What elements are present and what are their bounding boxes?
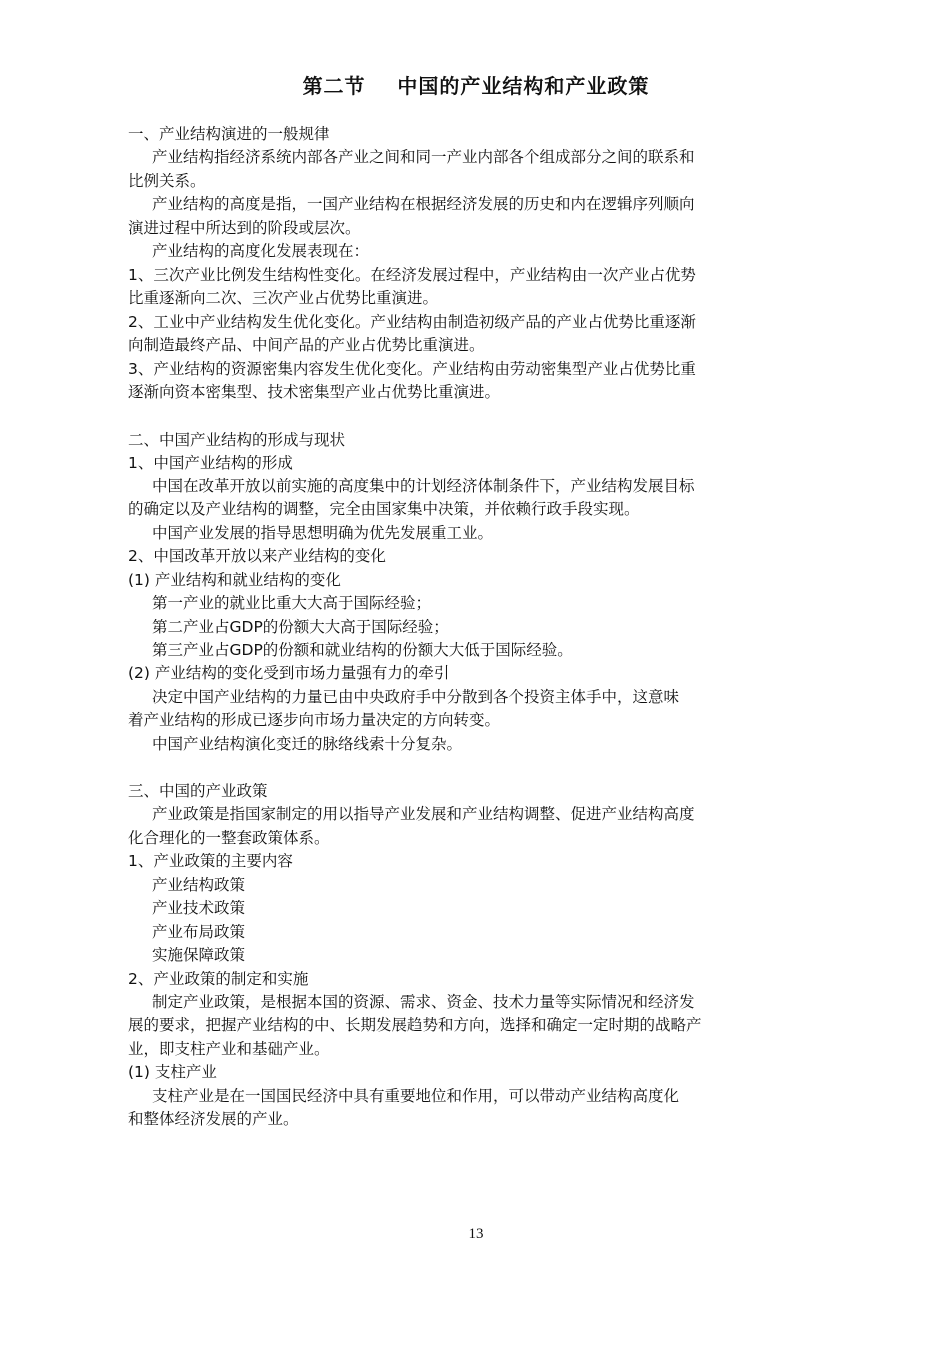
paragraph-line: 和整体经济发展的产业。 [128, 1110, 299, 1128]
list-item: 2、工业中产业结构发生优化变化。产业结构由制造初级产品的产业占优势比重逐渐 [128, 313, 696, 331]
paragraph-line: 中国在改革开放以前实施的高度集中的计划经济体制条件下，产业结构发展目标 [152, 477, 695, 495]
subheading: 2、中国改革开放以来产业结构的变化 [128, 547, 386, 565]
heading-section-3: 三、中国的产业政策 [128, 782, 268, 800]
list-item: 3、产业结构的资源密集内容发生优化变化。产业结构由劳动密集型产业占优势比重 [128, 360, 696, 378]
paragraph-line: 展的要求，把握产业结构的中、长期发展趋势和方向，选择和确定一定时期的战略产 [128, 1016, 702, 1034]
paragraph-line: 中国产业结构演化变迁的脉络线索十分复杂。 [152, 735, 463, 753]
subheading: (2) 产业结构的变化受到市场力量强有力的牵引 [128, 664, 450, 682]
paragraph-line: 支柱产业是在一国国民经济中具有重要地位和作用，可以带动产业结构高度化 [152, 1087, 680, 1105]
subheading: (1) 产业结构和就业结构的变化 [128, 571, 341, 589]
subheading: 1、产业政策的主要内容 [128, 852, 293, 870]
paragraph-line: 着产业结构的形成已逐步向市场力量决定的方向转变。 [128, 711, 501, 729]
paragraph-line: 产业结构的高度是指，一国产业结构在根据经济发展的历史和内在逻辑序列顺向 [152, 195, 695, 213]
paragraph-line: 产业政策是指国家制定的用以指导产业发展和产业结构调整、促进产业结构高度 [152, 805, 695, 823]
subheading: 1、中国产业结构的形成 [128, 454, 293, 472]
list-item-continuation: 向制造最终产品、中间产品的产业占优势比重演进。 [128, 336, 485, 354]
paragraph-line: 业，即支柱产业和基础产业。 [128, 1040, 330, 1058]
heading-section-1: 一、产业结构演进的一般规律 [128, 125, 330, 143]
paragraph-line: 第三产业占GDP的份额和就业结构的份额大大低于国际经验。 [152, 641, 573, 659]
list-item: 产业技术政策 [152, 899, 246, 917]
paragraph-line: 比例关系。 [128, 172, 206, 190]
paragraph-line: 决定中国产业结构的力量已由中央政府手中分散到各个投资主体手中，这意味 [152, 688, 680, 706]
list-item-continuation: 逐渐向资本密集型、技术密集型产业占优势比重演进。 [128, 383, 501, 401]
paragraph-line: 第二产业占GDP的份额大大高于国际经验； [152, 618, 449, 636]
paragraph-line: 产业结构指经济系统内部各产业之间和同一产业内部各个组成部分之间的联系和 [152, 148, 695, 166]
paragraph-line: 化合理化的一整套政策体系。 [128, 829, 330, 847]
paragraph-line: 第一产业的就业比重大大高于国际经验； [152, 594, 432, 612]
paragraph-line: 演进过程中所达到的阶段或层次。 [128, 219, 361, 237]
list-item: 实施保障政策 [152, 946, 246, 964]
subheading: (1) 支柱产业 [128, 1063, 217, 1081]
page-number: 13 [468, 1226, 484, 1242]
paragraph-line: 制定产业政策，是根据本国的资源、需求、资金、技术力量等实际情况和经济发 [152, 993, 695, 1011]
paragraph-line: 的确定以及产业结构的调整，完全由国家集中决策，并依赖行政手段实现。 [128, 500, 640, 518]
list-item: 产业布局政策 [152, 923, 246, 941]
paragraph-line: 产业结构的高度化发展表现在： [152, 242, 370, 260]
section-title: 第二节 中国的产业结构和产业政策 [302, 74, 650, 98]
list-item: 产业结构政策 [152, 876, 246, 894]
heading-section-2: 二、中国产业结构的形成与现状 [128, 431, 346, 449]
subheading: 2、产业政策的制定和实施 [128, 970, 309, 988]
paragraph-line: 中国产业发展的指导思想明确为优先发展重工业。 [152, 524, 494, 542]
list-item: 1、三次产业比例发生结构性变化。在经济发展过程中，产业结构由一次产业占优势 [128, 266, 696, 284]
list-item-continuation: 比重逐渐向二次、三次产业占优势比重演进。 [128, 289, 439, 307]
